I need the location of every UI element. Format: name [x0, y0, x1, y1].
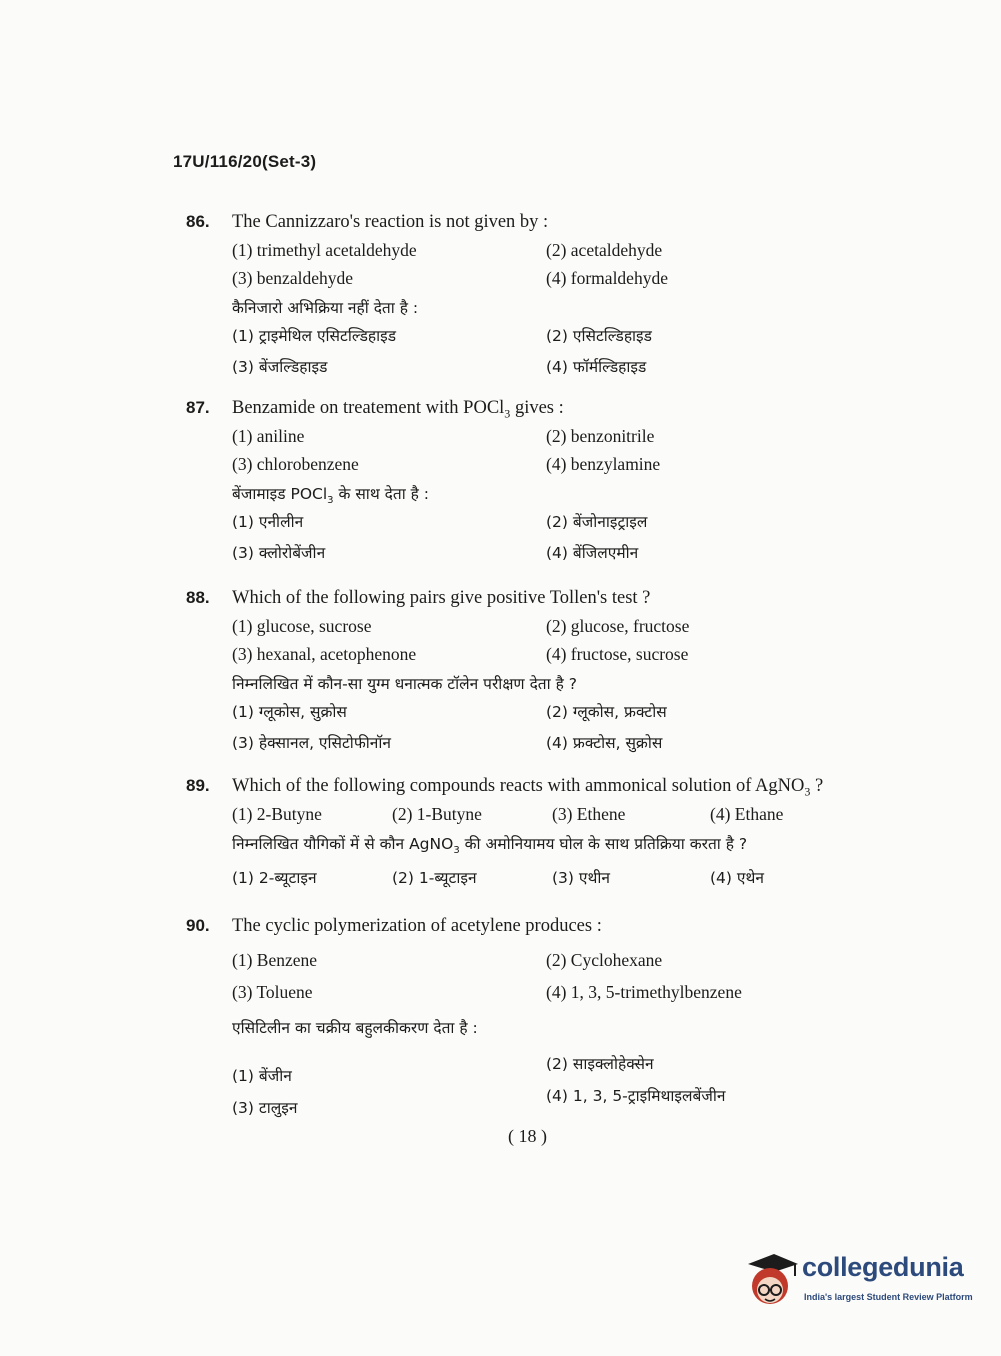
option-3-hindi: (3) एथीन: [552, 869, 610, 887]
option-3: (3) Ethene: [552, 804, 626, 824]
question-text: Which of the following pairs give positive Tollen's test ?: [232, 588, 651, 608]
question-90: [186, 916, 866, 1117]
option-1-hindi: (1) 2-ब्यूटाइन: [232, 869, 317, 887]
option-2: (2) 1-Butyne: [392, 804, 482, 824]
question-number: 90.: [186, 916, 210, 935]
option-1: (1) Benzene: [232, 950, 318, 970]
option-4: (4) benzylamine: [546, 454, 661, 474]
option-1-hindi: (1) बेंजीन: [232, 1067, 292, 1085]
question-text: The cyclic polymerization of acetylene produces :: [232, 916, 602, 936]
option-1-hindi: (1) ग्लूकोस, सुक्रोस: [232, 703, 347, 721]
question-87: [186, 398, 866, 569]
collegedunia-logo: [742, 1248, 972, 1312]
option-3: (3) Toluene: [232, 982, 313, 1002]
page-number: ( 18 ): [508, 1126, 547, 1146]
question-number: 87.: [186, 398, 210, 417]
option-2-hindi: (2) 1-ब्यूटाइन: [392, 869, 477, 887]
option-4-hindi: (4) बेंजिलएमीन: [546, 544, 639, 562]
question-86: [186, 212, 866, 383]
option-3: (3) hexanal, acetophenone: [232, 644, 417, 664]
option-2-hindi: (2) ग्लूकोस, फ्रक्टोस: [546, 703, 667, 721]
option-1: (1) glucose, sucrose: [232, 616, 372, 636]
option-2: (2) glucose, fructose: [546, 616, 690, 636]
option-4-hindi: (4) 1, 3, 5-ट्राइमिथाइलबेंजीन: [546, 1087, 726, 1105]
option-1: (1) 2-Butyne: [232, 804, 322, 824]
question-text: The Cannizzaro's reaction is not given by :: [232, 212, 549, 232]
option-2-hindi: (2) साइक्लोहेक्सेन: [546, 1055, 654, 1073]
question-text: Benzamide on treatement with POCl$_3$ gives :: [232, 398, 564, 421]
option-3-hindi: (3) क्लोरोबेंजीन: [232, 544, 326, 562]
question-text-hindi: कैनिजारो अभिक्रिया नहीं देता है :: [232, 299, 419, 317]
question-text-hindi: बेंजामाइड POCl$_3$ के साथ देता है :: [232, 485, 430, 507]
option-4: (4) formaldehyde: [546, 268, 668, 288]
option-4-hindi: (4) एथेन: [710, 869, 764, 887]
option-3-hindi: (3) बेंजल्डिहाइड: [232, 358, 328, 376]
question-text-hindi: एसिटिलीन का चक्रीय बहुलकीकरण देता है :: [232, 1019, 478, 1037]
option-4-hindi: (4) फ्रक्टोस, सुक्रोस: [546, 734, 663, 752]
option-3-hindi: (3) हेक्सानल, एसिटोफीनॉन: [232, 734, 392, 752]
question-text-hindi: निम्नलिखित में कौन-सा युग्म धनात्मक टॉलेन परीक्षण देता है ?: [232, 675, 577, 693]
question-number: 89.: [186, 776, 210, 795]
option-2: (2) acetaldehyde: [546, 240, 663, 260]
option-2: (2) benzonitrile: [546, 426, 655, 446]
brand-name: collegedunia: [802, 1252, 964, 1282]
option-3: (3) benzaldehyde: [232, 268, 353, 288]
option-4-hindi: (4) फॉर्मल्डिहाइड: [546, 358, 647, 376]
option-1: (1) trimethyl acetaldehyde: [232, 240, 417, 260]
question-number: 86.: [186, 212, 210, 231]
question-number: 88.: [186, 588, 210, 607]
option-4: (4) fructose, sucrose: [546, 644, 689, 664]
question-text-hindi: निम्नलिखित यौगिकों में से कौन AgNO$_3$ की अमोनियामय घोल के साथ प्रतिक्रिया करता है ?: [232, 835, 748, 857]
option-2: (2) Cyclohexane: [546, 950, 663, 970]
option-2-hindi: (2) एसिटल्डिहाइड: [546, 327, 652, 345]
graduate-mascot-icon: [742, 1250, 800, 1310]
question-89: [186, 776, 866, 894]
paper-code: 17U/116/20(Set-3): [173, 152, 317, 171]
question-88: [186, 588, 866, 759]
question-text: Which of the following compounds reacts with ammonical solution of AgNO$_3$ ?: [232, 776, 824, 799]
option-1: (1) aniline: [232, 426, 305, 446]
option-3-hindi: (3) टालुइन: [232, 1099, 298, 1117]
option-1-hindi: (1) ट्राइमेथिल एसिटल्डिहाइड: [232, 327, 397, 345]
brand-tagline: India's largest Student Review Platform: [804, 1292, 973, 1302]
option-1-hindi: (1) एनीलीन: [232, 513, 304, 531]
option-4: (4) Ethane: [710, 804, 784, 824]
option-4: (4) 1, 3, 5-trimethylbenzene: [546, 982, 742, 1002]
option-2-hindi: (2) बेंजोनाइट्राइल: [546, 513, 648, 531]
option-3: (3) chlorobenzene: [232, 454, 359, 474]
